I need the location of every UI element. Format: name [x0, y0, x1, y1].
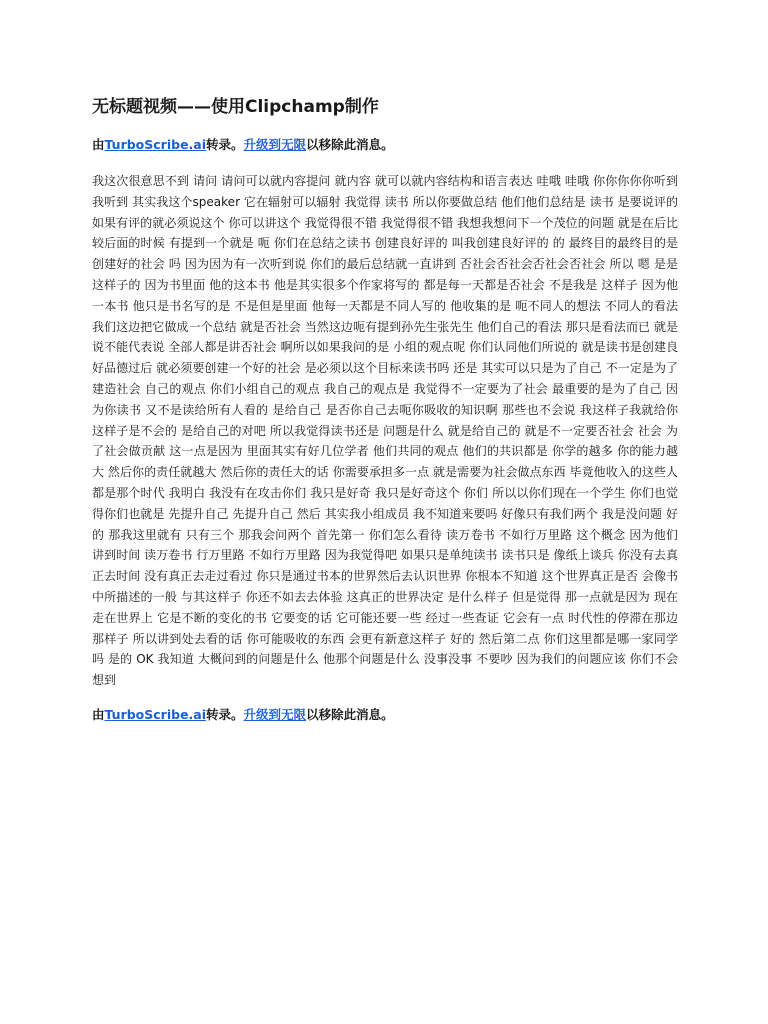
notice-prefix: 由	[92, 137, 105, 152]
transcript-body: 我这次很意思不到 请问 请问可以就内容提问 就内容 就可以就内容结构和语言表达 哇哦 哇哦 你你你你你听到 我听到 其实我这个speaker 它在辐射可以辐射 我觉得 读书 所以你要做总结 他们他们总结是 读书 是要说评的 如果有评的就必须说这个 你可以讲这个 我觉得很不错 我觉得很不错 我想我想问下一个茂位的问题 就是在后比较后面的时候 有提到一个就是 呃 你们在总结之读书 创建良好评的 叫我创建良好评的 的 最终目的最终目的是 创建好的社会 吗 因为因为有一次听到说 你们的最后总结就一直讲到 否社会否社会否社会否社会 所以 嗯 是是这样子的 因为书里面 他的这本书 他是其实很多个作家将写的 都是每一天都是否社会 不是我是 这样子 因为他一本书 他只是书名写的是 不是但是里面 他每一天都是不同人写的 他收集的是 呃不同人的想法 不同人的看法 我们这边把它做成一个总结 就是否社会 当然这边呃有提到孙先生张先生 他们自己的看法 那只是看法而已 就是说不能代表说 全部人都是讲否社会 啊所以如果我问的是 小组的观点呢 你们认同他们所说的 就是读书是创建良好品德过后 就必须要创建一个好的社会 是必须以这个目标来读书吗 还是 其实可以只是为了自己 不一定是为了建造社会 自己的观点 你们小组自己的观点 我自己的观点是 我觉得不一定要为了社会 最重要的是为了自己 因为你读书 又不是读给所有人看的 是给自己 是否你自己去呃你吸收的知识啊 那些也不会说 我这样子我就给你 这样子是不会的 是给自己的对吧 所以我觉得读书还是 问题是什么 就是给自己的 就是不一定要否社会 社会 为了社会做贡献 这一点是因为 里面其实有好几位学者 他们共同的观点 他们的共识都是 你学的越多 你的能力越大 然后你的责任就越大 然后你的责任大的话 你需要承担多一点 就是需要为社会做点东西 毕竟他收入的这些人 都是那个时代 我明白 我没有在攻击你们 我只是好奇 我只是好奇这个 你们 所以以你们现在一个学生 你们也觉得你们也就是 先提升自己 先提升自己 然后 其实我小组成员 我不知道来要吗 好像只有我们两个 我是没问题 好的 那我这里就有 只有三个 那我会问两个 首先第一 你们怎么看待 读万卷书 不如行万里路 这个概念 因为他们讲到时间 读万卷书 行万里路 不如行万里路 因为我觉得吧 如果只是单纯读书 读书只是 像纸上谈兵 你没有去真正去时间 没有真正去走过看过 你只是通过书本的世界然后去认识世界 你根本不知道 这个世界真正是否 会像书中所描述的一般 与其这样子 你还不如去去体验 这真正的世界决定 是什么样子 但是觉得 那一点就是因为 现在走在世界上 它是不断的变化的书 它要变的话 它可能还要一些 经过一些查证 它会有一点 时代性的停滞在那边 那样子 所以讲到处去看的话 你可能吸收的东西 会更有新意这样子 好的 然后第二点 你们这里都是哪一家同学吗 是的 OK 我知道 大概问到的问题是什么 他那个问题是什么 没事没事 不要吵 因为我们的问题应该 你们不会想到	[92, 174, 678, 688]
transcription-notice-bottom	[92, 705, 678, 725]
notice-suffix: 以移除此消息。	[306, 706, 394, 722]
notice-middle: 转录。	[206, 137, 244, 152]
upgrade-link[interactable]: 升级到无限	[243, 706, 307, 722]
transcription-notice-top	[92, 135, 678, 155]
upgrade-link[interactable]: 升级到无限	[243, 137, 307, 152]
document-page	[92, 95, 678, 725]
turboscribe-link[interactable]: TurboScribe.ai	[104, 137, 207, 152]
turboscribe-link[interactable]: TurboScribe.ai	[104, 706, 207, 722]
notice-suffix: 以移除此消息。	[306, 137, 394, 152]
notice-middle: 转录。	[206, 706, 244, 722]
notice-prefix: 由	[92, 706, 105, 722]
document-title: 无标题视频——使用Clipchamp制作	[92, 97, 379, 117]
